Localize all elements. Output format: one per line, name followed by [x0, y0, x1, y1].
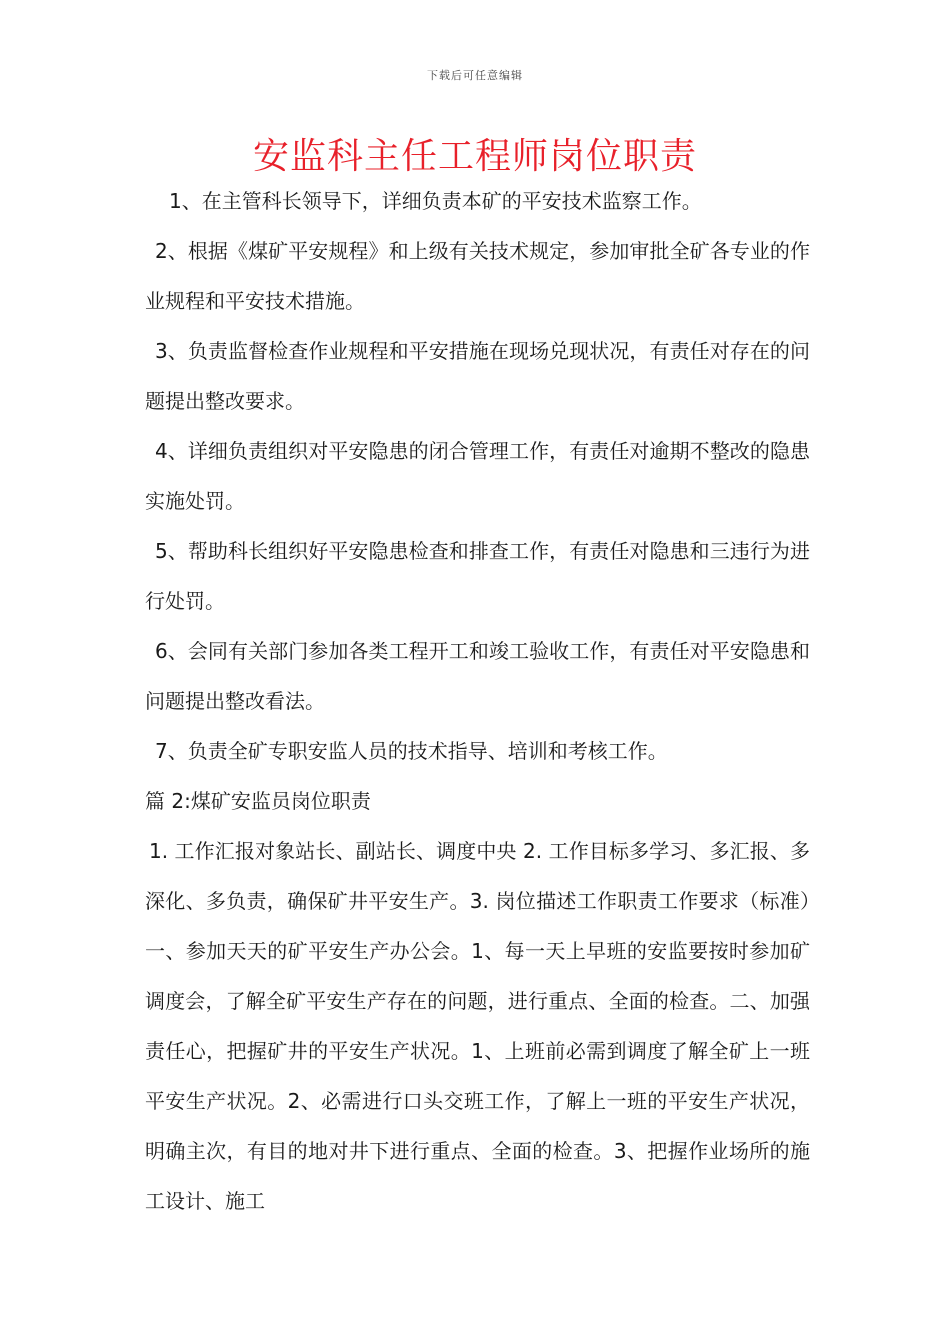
document-body — [145, 176, 810, 1226]
paragraph-5: 5、帮助科长组织好平安隐患检查和排查工作，有责任对隐患和三违行为进行处罚。 — [145, 539, 810, 613]
paragraph-2: 2、根据《煤矿平安规程》和上级有关技术规定，参加审批全矿各专业的作业规程和平安技术措施。 — [145, 239, 810, 313]
section-heading: 篇 2:煤矿安监员岗位职责 — [145, 789, 371, 813]
paragraph-3: 3、负责监督检查作业规程和平安措施在现场兑现状况，有责任对存在的问题提出整改要求。 — [145, 339, 810, 413]
paragraph-7: 7、负责全矿专职安监人员的技术指导、培训和考核工作。 — [155, 739, 668, 763]
document-title: 安监科主任工程师岗位职责 — [252, 136, 697, 177]
paragraph-6: 6、会同有关部门参加各类工程开工和竣工验收工作，有责任对平安隐患和问题提出整改看法。 — [145, 639, 810, 713]
paragraph-1: 1、在主管科长领导下，详细负责本矿的平安技术监察工作。 — [169, 189, 702, 213]
header-note: 下载后可任意编辑 — [427, 69, 523, 82]
paragraph-8: 1. 工作汇报对象站长、副站长、调度中央 2. 工作目标多学习、多汇报、多深化、多负责，确保矿井平安生产。3. 岗位描述工作职责工作要求（标准）一、参加天天的矿平安生产办公会。1、每一天上早班的安监要按时参加矿调度会，了解全矿平安生产存在的问题，进行重点、全面的检查。二、加强责任心，把握矿井的平安生产状况。1、上班前必需到调度了解全矿上一班平安生产状况。2、必需进行口头交班工作，了解上一班的平安生产状况，明确主次，有目的地对井下进行重点、全面的检查。3、把握作业场所的施工设计、施工 — [145, 839, 810, 1213]
paragraph-4: 4、详细负责组织对平安隐患的闭合管理工作，有责任对逾期不整改的隐患实施处罚。 — [145, 439, 810, 513]
